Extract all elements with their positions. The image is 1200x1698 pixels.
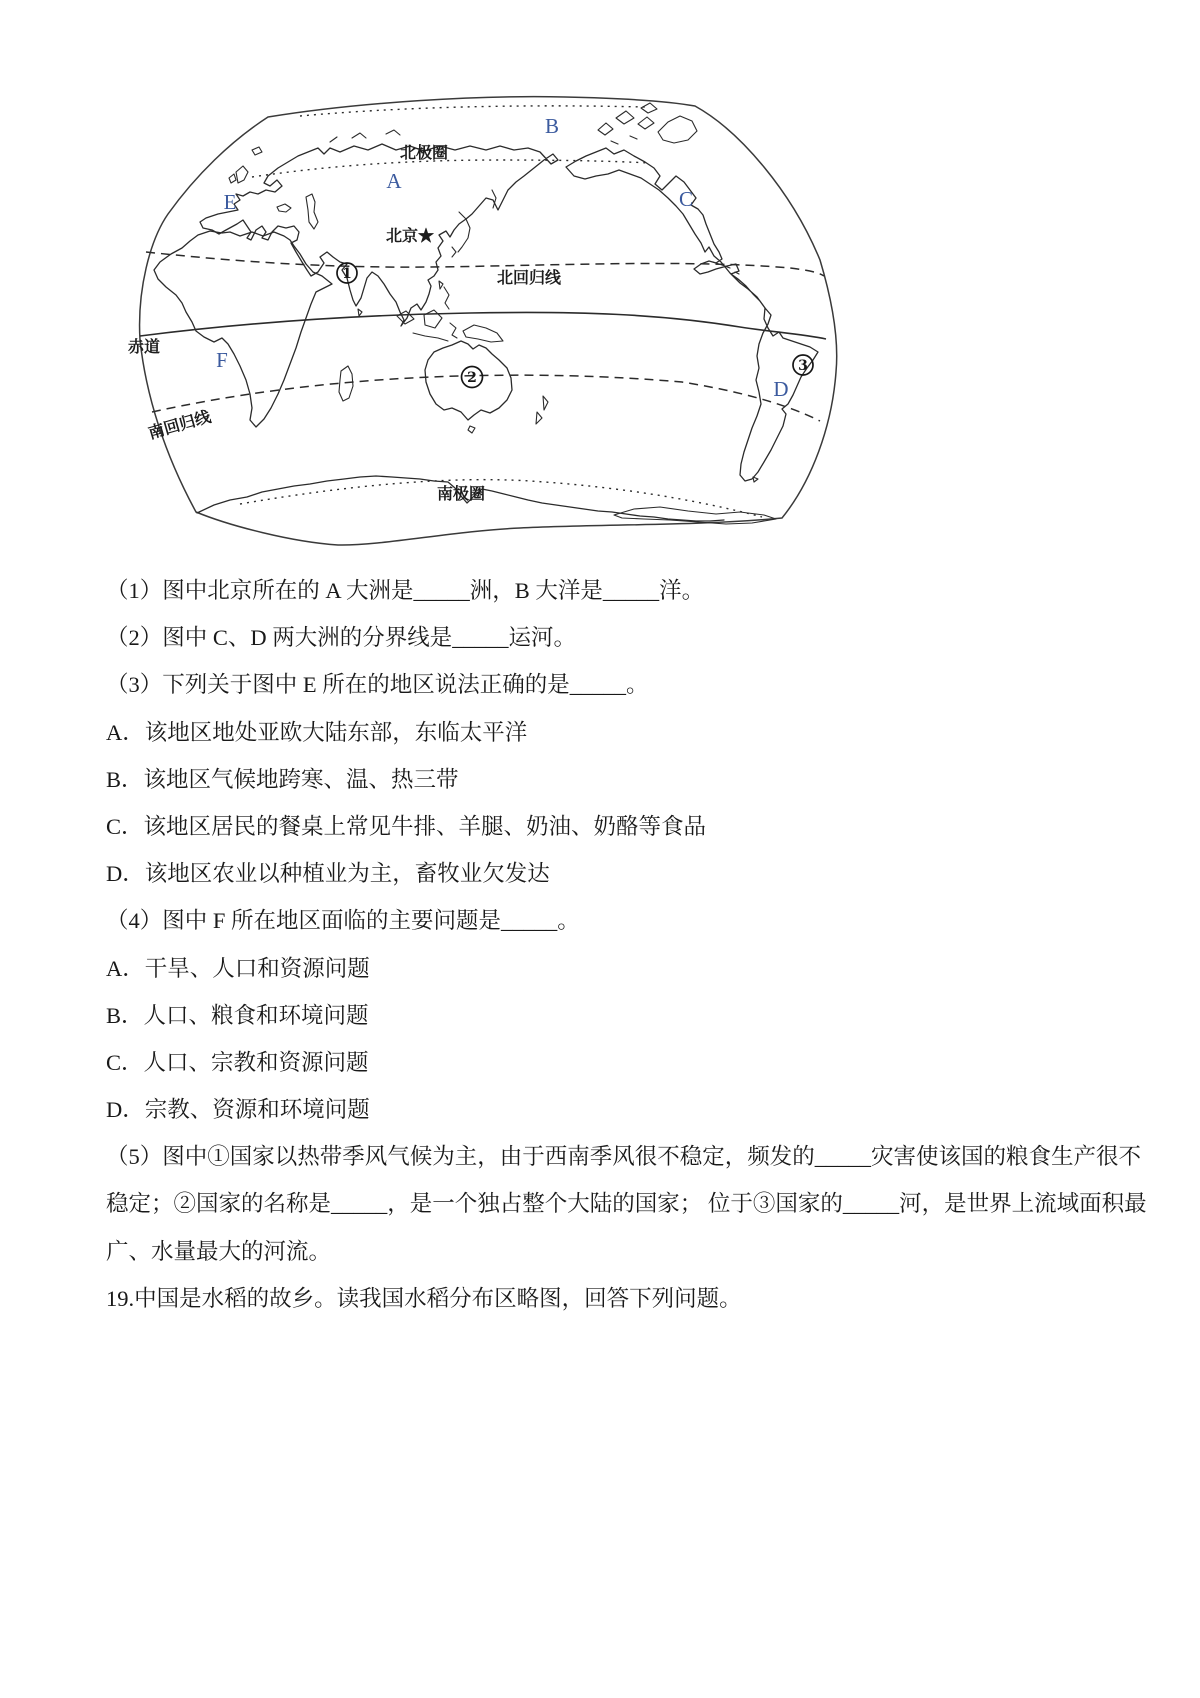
island-sumatra — [397, 311, 414, 324]
q18-part3-option-d: D．该地区农业以种植业为主，畜牧业欠发达 — [106, 861, 550, 887]
world-map-figure — [100, 88, 850, 550]
island-canadian-arctic-4 — [641, 103, 657, 113]
island-japan-south — [452, 247, 456, 257]
map-letter-F: F — [216, 348, 228, 372]
island-arctic-3 — [330, 137, 337, 142]
q18-part4-option-d: D．宗教、资源和环境问题 — [106, 1097, 370, 1123]
island-borneo — [424, 310, 442, 328]
q18-part4-option-b: B．人口、粮食和环境问题 — [106, 1002, 369, 1028]
island-canadian-arctic-3 — [638, 117, 654, 129]
q18-part3-option-c: C．该地区居民的餐桌上常见牛排、羊腿、奶油、奶酪等食品 — [106, 813, 707, 839]
map-letter-C: C — [678, 187, 694, 211]
latitude-antarctic-circle — [240, 480, 762, 517]
q18-part4-option-c: C．人口、宗教和资源问题 — [106, 1049, 369, 1075]
island-tasmania — [468, 426, 475, 433]
q18-part3-line: （3）下列关于图中 E 所在的地区说法正确的是_____。 — [106, 672, 649, 698]
map-letter-E: E — [223, 190, 237, 214]
island-taiwan — [439, 281, 443, 289]
world-map-svg — [100, 88, 850, 550]
island-sri-lanka — [358, 309, 362, 316]
island-new-zealand — [536, 396, 548, 424]
map-letter-D: D — [773, 377, 789, 401]
latitude-equator — [140, 312, 826, 339]
label-beijing: 北京★ — [386, 228, 435, 245]
island-philippines — [444, 287, 449, 309]
island-arctic-1 — [352, 133, 366, 138]
island-canadian-arctic-1 — [598, 123, 613, 135]
map-circled-number-1 — [337, 263, 357, 283]
label-arctic-circle: 北极圈 — [399, 145, 449, 162]
continent-eurasia — [200, 144, 558, 326]
q18-part3-option-b: B．该地区气候地跨寒、温、热三带 — [106, 766, 459, 792]
map-circled-number-2 — [462, 367, 483, 388]
circled-number-2-digit: 2 — [467, 370, 477, 386]
island-falkland — [753, 477, 758, 482]
q19-stem-line: 19.中国是水稻的故乡。读我国水稻分布区略图，回答下列问题。 — [106, 1285, 742, 1311]
circled-number-1-digit: 1 — [342, 266, 352, 282]
island-new-guinea — [463, 325, 503, 342]
island-ireland — [229, 174, 236, 183]
circled-number-3-digit: 3 — [798, 358, 808, 374]
sea-black-sea — [277, 204, 291, 212]
q18-part1-line: （1）图中北京所在的 A 大洲是_____洲，B 大洋是_____洋。 — [106, 578, 705, 603]
island-java — [413, 333, 448, 341]
q18-part5-line-3: 广、水量最大的河流。 — [106, 1238, 332, 1264]
map-frame — [140, 97, 837, 545]
q18-part3-option-a: A．该地区地处亚欧大陆东部，东临太平洋 — [106, 719, 528, 745]
map-letter-B: B — [544, 114, 560, 138]
island-sulawesi — [450, 323, 457, 338]
islands — [229, 103, 758, 482]
latitude-tropic-of-capricorn — [152, 375, 820, 421]
island-greenland — [658, 116, 697, 143]
q18-part4-line: （4）图中 F 所在地区面临的主要问题是_____。 — [106, 908, 580, 934]
island-canadian-arctic-5 — [611, 136, 637, 144]
island-madagascar — [339, 366, 353, 401]
q18-part2-line: （2）图中 C、D 两大洲的分界线是_____运河。 — [106, 625, 577, 651]
island-iceland — [252, 147, 262, 155]
island-arctic-2 — [386, 130, 400, 135]
label-equator: 赤道 — [128, 339, 161, 356]
label-antarctic-circle: 南极圈 — [436, 486, 486, 503]
sea-caspian — [306, 194, 318, 229]
q18-part4-option-a: A．干旱、人口和资源问题 — [106, 955, 370, 981]
label-tropic-of-capricorn: 南回归线 — [146, 408, 213, 443]
q18-part5-line-1: （5）图中①国家以热带季风气候为主，由于西南季风很不稳定，频发的_____灾害使该国的粮食生产很不 — [106, 1144, 1142, 1170]
island-britain — [236, 166, 248, 183]
latitude-80n — [300, 106, 645, 116]
latitude-arctic-circle — [252, 160, 650, 177]
continent-north-america — [566, 148, 765, 308]
label-tropic-of-cancer: 北回归线 — [496, 270, 562, 287]
question-block — [106, 567, 1147, 1322]
q18-part5-line-2: 稳定；②国家的名称是_____，是一个独占整个大陆的国家； 位于③国家的_____河，是世界上流域面积最 — [106, 1191, 1147, 1217]
map-letter-A: A — [386, 169, 402, 193]
island-canadian-arctic-2 — [616, 111, 634, 124]
